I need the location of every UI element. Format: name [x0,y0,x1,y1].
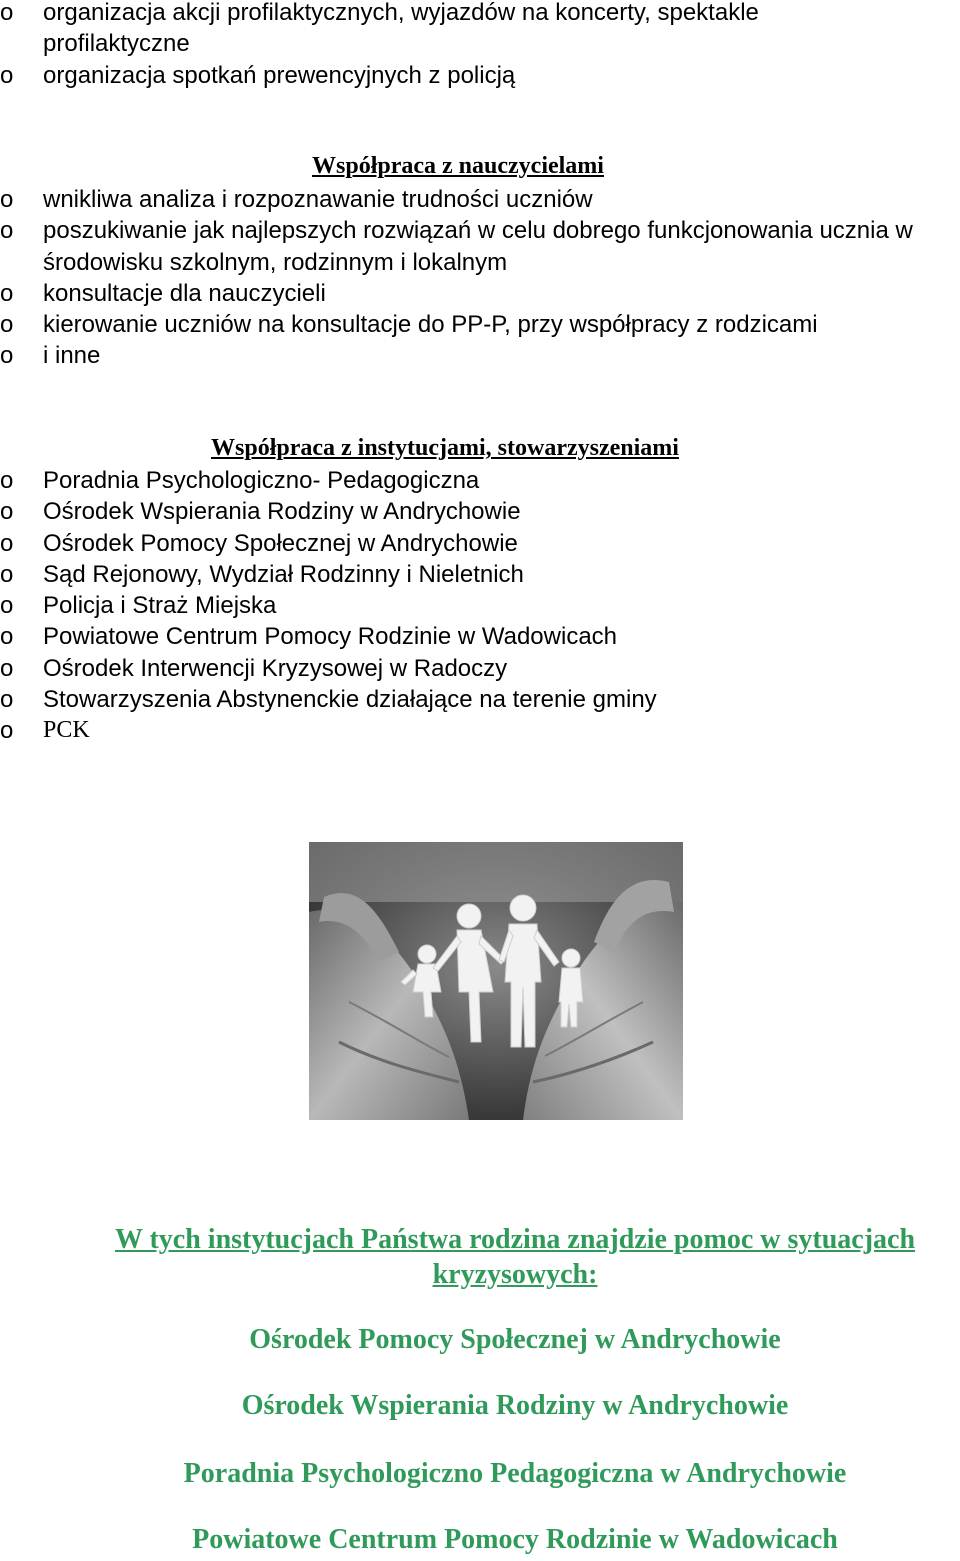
help-line: Ośrodek Pomocy Społecznej w Andrychowie [249,1324,781,1355]
teachers-list [0,184,930,372]
bullet-icon: o [0,186,14,213]
list-item: o i inne [0,340,930,371]
section-heading-teachers: Współpraca z nauczycielami [312,153,604,179]
list-item: o wnikliwa analiza i rozpoznawanie trudności uczniów [0,184,930,215]
help-line: Poradnia Psychologiczno Pedagogiczna w Andrychowie [183,1458,847,1489]
list-item: o Poradnia Psychologiczno- Pedagogiczna [0,465,930,496]
bullet-icon: o [0,717,14,745]
list-item: o Ośrodek Pomocy Społecznej w Andrychowie [0,528,930,559]
list-item: o Sąd Rejonowy, Wydział Rodzinny i Nieletnich [0,559,930,590]
list-item: o Powiatowe Centrum Pomocy Rodzinie w Wadowicach [0,621,930,652]
bullet-icon: o [0,217,14,245]
bullet-icon: o [0,686,14,714]
list-item: o Ośrodek Interwencji Kryzysowej w Radoczy [0,653,930,684]
list-item: o organizacja akcji profilaktycznych, wyjazdów na koncerty, spektakle profilaktyczne [0,0,900,60]
list-item: o Stowarzyszenia Abstynenckie działające na terenie gminy [0,684,930,715]
bullet-icon: o [0,0,14,26]
list-item: o konsultacje dla nauczycieli [0,278,930,309]
bullet-icon: o [0,592,14,620]
list-item: o Ośrodek Wspierania Rodziny w Andrychowie [0,496,930,527]
bullet-icon: o [0,311,14,339]
bullet-icon: o [0,560,14,588]
bullet-icon: o [0,342,14,370]
list-item: o poszukiwanie jak najlepszych rozwiązań w celu dobrego funkcjonowania ucznia w środowisku szkolnym, rodzinnym i lokalnym [0,217,913,276]
list-item: o Policja i Straż Miejska [0,590,930,621]
institutions-list [0,465,930,747]
hands-family-image [309,842,683,1120]
bullet-icon: o [0,529,14,557]
top-list [0,0,900,91]
list-item: o organizacja spotkań prewencyjnych z policją [0,60,900,91]
section-heading-institutions: Współpraca z instytucjami, stowarzyszeniami [211,435,679,461]
list-item: o PCK [0,715,930,746]
bullet-icon: o [0,467,14,494]
help-line: Powiatowe Centrum Pomocy Rodzinie w Wadowicach [192,1524,838,1555]
bullet-icon: o [0,61,14,89]
help-heading: W tych instytucjach Państwa rodzina znajdzie pomoc w sytuacjach kryzysowych: [114,1224,916,1290]
bullet-icon: o [0,654,14,682]
bullet-icon: o [0,498,14,526]
bullet-icon: o [0,279,14,307]
list-item: o kierowanie uczniów na konsultacje do PP-P, przy współpracy z rodzicami [0,309,930,340]
help-line: Ośrodek Wspierania Rodziny w Andrychowie [241,1390,789,1421]
bullet-icon: o [0,623,14,651]
